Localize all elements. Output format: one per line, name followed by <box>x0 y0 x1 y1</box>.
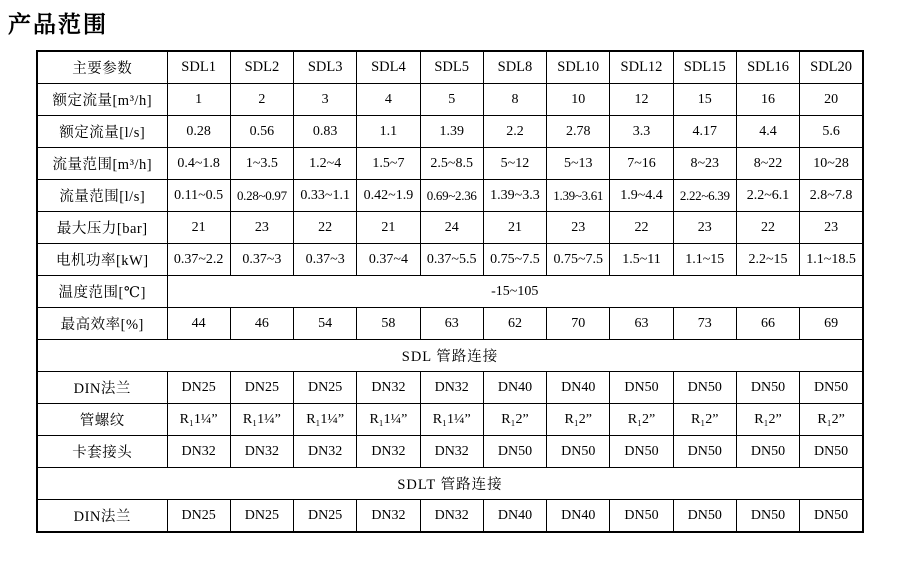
value-cell: 21 <box>357 212 420 244</box>
model-column-header: SDL10 <box>547 51 610 84</box>
value-cell: 2 <box>230 84 293 116</box>
value-cell: 1~3.5 <box>230 148 293 180</box>
value-cell: 1.5~7 <box>357 148 420 180</box>
value-cell: R₁2” <box>673 404 736 436</box>
value-cell: 8~23 <box>673 148 736 180</box>
value-cell: DN25 <box>230 372 293 404</box>
table-row <box>37 84 863 116</box>
value-cell: R₁1¼” <box>230 404 293 436</box>
value-cell: 5 <box>420 84 483 116</box>
value-cell: 5~13 <box>547 148 610 180</box>
value-cell: 10~28 <box>800 148 863 180</box>
value-cell: DN50 <box>610 500 673 533</box>
value-cell: DN50 <box>800 436 863 468</box>
row-label: DIN法兰 <box>37 372 167 404</box>
value-cell: 69 <box>800 308 863 340</box>
table-row <box>37 308 863 340</box>
table-row <box>37 116 863 148</box>
value-cell: 0.33~1.1 <box>294 180 357 212</box>
row-label: 管螺纹 <box>37 404 167 436</box>
value-cell: 0.4~1.8 <box>167 148 230 180</box>
value-cell: DN25 <box>167 500 230 533</box>
value-cell: DN50 <box>736 500 799 533</box>
value-cell: R₁2” <box>610 404 673 436</box>
value-cell: 63 <box>610 308 673 340</box>
value-cell: DN32 <box>420 372 483 404</box>
value-cell: 21 <box>167 212 230 244</box>
value-cell: 7~16 <box>610 148 673 180</box>
section-header: SDLT 管路连接 <box>37 468 863 500</box>
row-label: 最高效率[%] <box>37 308 167 340</box>
value-cell: 16 <box>736 84 799 116</box>
value-cell: DN40 <box>483 372 546 404</box>
value-cell: 0.37~2.2 <box>167 244 230 276</box>
value-cell: 23 <box>230 212 293 244</box>
value-cell: DN50 <box>673 372 736 404</box>
value-cell: 0.56 <box>230 116 293 148</box>
value-cell: 0.37~3 <box>230 244 293 276</box>
model-column-header: SDL2 <box>230 51 293 84</box>
value-cell: 2.2~15 <box>736 244 799 276</box>
value-cell: 1.2~4 <box>294 148 357 180</box>
value-cell: 2.8~7.8 <box>800 180 863 212</box>
value-cell: 21 <box>483 212 546 244</box>
value-cell: 0.11~0.5 <box>167 180 230 212</box>
value-cell: 23 <box>673 212 736 244</box>
row-label: 电机功率[kW] <box>37 244 167 276</box>
value-cell: 3 <box>294 84 357 116</box>
value-cell: 3.3 <box>610 116 673 148</box>
value-cell: 2.2 <box>483 116 546 148</box>
row-label: DIN法兰 <box>37 500 167 533</box>
table-row <box>37 500 863 533</box>
value-cell: DN40 <box>483 500 546 533</box>
value-cell: 5~12 <box>483 148 546 180</box>
model-column-header: SDL3 <box>294 51 357 84</box>
value-cell: 1.1 <box>357 116 420 148</box>
value-cell: R₁1¼” <box>357 404 420 436</box>
table-row <box>37 244 863 276</box>
table-row <box>37 212 863 244</box>
value-cell: 1.39~3.61 <box>547 180 610 212</box>
value-cell: 8 <box>483 84 546 116</box>
row-label: 最大压力[bar] <box>37 212 167 244</box>
table-row <box>37 468 863 500</box>
row-label: 流量范围[m³/h] <box>37 148 167 180</box>
value-cell: DN25 <box>294 372 357 404</box>
value-cell: 22 <box>294 212 357 244</box>
value-cell: DN32 <box>357 372 420 404</box>
value-cell: DN50 <box>547 436 610 468</box>
merged-value-cell: -15~105 <box>167 276 863 308</box>
value-cell: 66 <box>736 308 799 340</box>
value-cell: 46 <box>230 308 293 340</box>
model-column-header: SDL20 <box>800 51 863 84</box>
value-cell: 44 <box>167 308 230 340</box>
header-row <box>37 51 863 84</box>
value-cell: DN32 <box>167 436 230 468</box>
table-row <box>37 340 863 372</box>
value-cell: DN25 <box>167 372 230 404</box>
value-cell: 0.37~5.5 <box>420 244 483 276</box>
value-cell: 2.22~6.39 <box>673 180 736 212</box>
value-cell: 2.78 <box>547 116 610 148</box>
spec-table-body <box>37 51 863 532</box>
model-column-header: SDL4 <box>357 51 420 84</box>
value-cell: 54 <box>294 308 357 340</box>
value-cell: DN50 <box>800 500 863 533</box>
value-cell: 12 <box>610 84 673 116</box>
value-cell: R₁2” <box>483 404 546 436</box>
value-cell: DN25 <box>230 500 293 533</box>
table-row <box>37 276 863 308</box>
value-cell: 4 <box>357 84 420 116</box>
model-column-header: SDL16 <box>736 51 799 84</box>
value-cell: DN32 <box>420 436 483 468</box>
value-cell: DN50 <box>610 436 673 468</box>
table-row <box>37 404 863 436</box>
value-cell: 8~22 <box>736 148 799 180</box>
model-column-header: SDL5 <box>420 51 483 84</box>
value-cell: 22 <box>610 212 673 244</box>
row-label: 温度范围[℃] <box>37 276 167 308</box>
value-cell: 0.42~1.9 <box>357 180 420 212</box>
value-cell: 4.4 <box>736 116 799 148</box>
value-cell: 1.39~3.3 <box>483 180 546 212</box>
value-cell: DN32 <box>420 500 483 533</box>
value-cell: 62 <box>483 308 546 340</box>
spec-table <box>36 50 864 533</box>
value-cell: 2.5~8.5 <box>420 148 483 180</box>
value-cell: 73 <box>673 308 736 340</box>
value-cell: R₁1¼” <box>294 404 357 436</box>
value-cell: 20 <box>800 84 863 116</box>
row-label: 额定流量[m³/h] <box>37 84 167 116</box>
value-cell: 5.6 <box>800 116 863 148</box>
model-column-header: SDL8 <box>483 51 546 84</box>
value-cell: 0.37~4 <box>357 244 420 276</box>
model-column-header: SDL1 <box>167 51 230 84</box>
value-cell: DN25 <box>294 500 357 533</box>
row-label: 额定流量[l/s] <box>37 116 167 148</box>
value-cell: 0.37~3 <box>294 244 357 276</box>
value-cell: 1.9~4.4 <box>610 180 673 212</box>
value-cell: DN50 <box>736 436 799 468</box>
value-cell: 0.75~7.5 <box>547 244 610 276</box>
value-cell: 4.17 <box>673 116 736 148</box>
table-row <box>37 148 863 180</box>
table-row <box>37 372 863 404</box>
value-cell: 1.1~15 <box>673 244 736 276</box>
value-cell: 1 <box>167 84 230 116</box>
value-cell: 0.28~0.97 <box>230 180 293 212</box>
param-column-header: 主要参数 <box>37 51 167 84</box>
value-cell: DN50 <box>483 436 546 468</box>
value-cell: 1.39 <box>420 116 483 148</box>
value-cell: 10 <box>547 84 610 116</box>
value-cell: R₁1¼” <box>420 404 483 436</box>
value-cell: 0.75~7.5 <box>483 244 546 276</box>
page-title: 产品范围 <box>8 11 108 37</box>
value-cell: DN32 <box>357 500 420 533</box>
value-cell: R₁2” <box>547 404 610 436</box>
value-cell: 23 <box>800 212 863 244</box>
value-cell: 70 <box>547 308 610 340</box>
value-cell: 1.1~18.5 <box>800 244 863 276</box>
table-row <box>37 436 863 468</box>
value-cell: 23 <box>547 212 610 244</box>
row-label: 卡套接头 <box>37 436 167 468</box>
value-cell: DN50 <box>800 372 863 404</box>
value-cell: 15 <box>673 84 736 116</box>
value-cell: 0.28 <box>167 116 230 148</box>
value-cell: 1.5~11 <box>610 244 673 276</box>
value-cell: DN32 <box>294 436 357 468</box>
value-cell: DN50 <box>736 372 799 404</box>
value-cell: 24 <box>420 212 483 244</box>
value-cell: DN50 <box>610 372 673 404</box>
value-cell: 58 <box>357 308 420 340</box>
value-cell: R₁1¼” <box>167 404 230 436</box>
value-cell: DN50 <box>673 436 736 468</box>
value-cell: 63 <box>420 308 483 340</box>
value-cell: R₁2” <box>800 404 863 436</box>
value-cell: R₁2” <box>736 404 799 436</box>
model-column-header: SDL15 <box>673 51 736 84</box>
row-label: 流量范围[l/s] <box>37 180 167 212</box>
value-cell: 0.69~2.36 <box>420 180 483 212</box>
value-cell: DN40 <box>547 372 610 404</box>
value-cell: DN32 <box>357 436 420 468</box>
table-row <box>37 180 863 212</box>
value-cell: 0.83 <box>294 116 357 148</box>
model-column-header: SDL12 <box>610 51 673 84</box>
value-cell: 2.2~6.1 <box>736 180 799 212</box>
value-cell: DN32 <box>230 436 293 468</box>
value-cell: 22 <box>736 212 799 244</box>
value-cell: DN40 <box>547 500 610 533</box>
value-cell: DN50 <box>673 500 736 533</box>
section-header: SDL 管路连接 <box>37 340 863 372</box>
